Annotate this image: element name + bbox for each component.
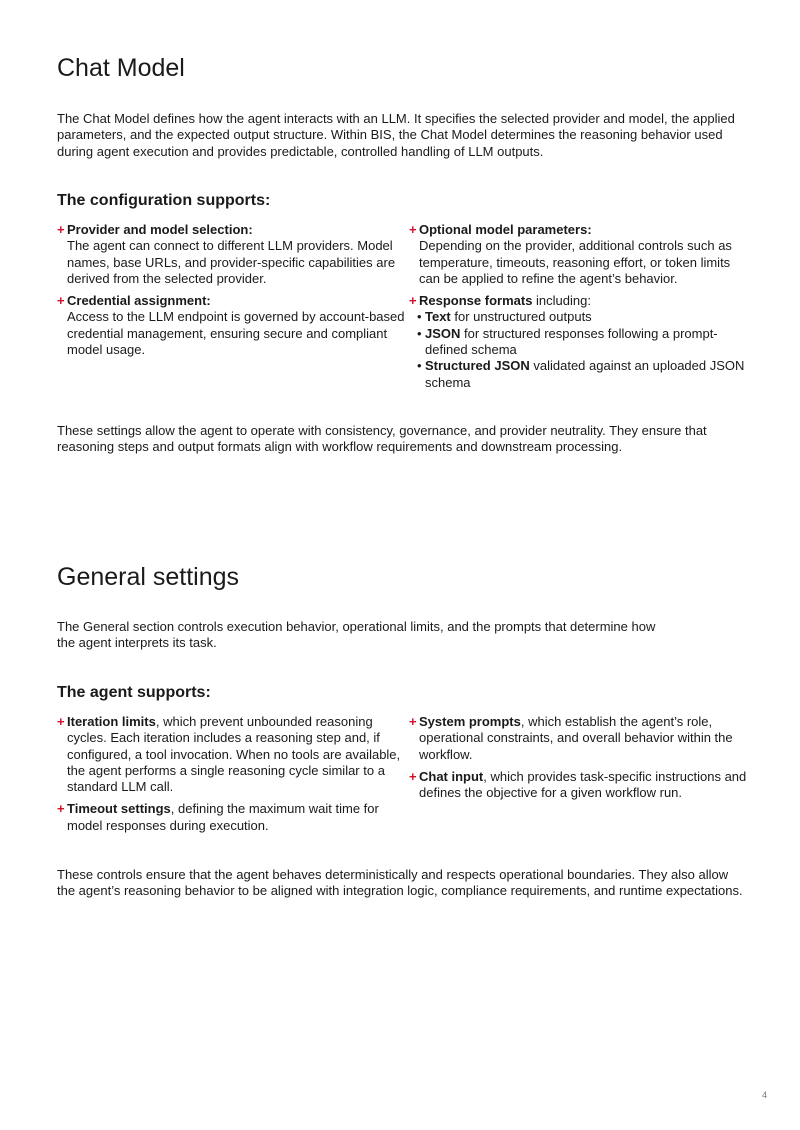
sub-item-bold: Text	[425, 309, 451, 325]
item-suffix: including:	[532, 293, 591, 309]
sub-list-item	[417, 358, 747, 391]
sub-item-bold: Structured JSON	[425, 358, 530, 374]
item-title: Credential assignment:	[67, 293, 211, 309]
item-text: , which prevent unbounded reasoning cycles. Each iteration includes a reasoning step and, if configured, a tool invocation. When no tools are available, the agent performs a single reasoning cycle similar to a standard LLM call.	[67, 714, 401, 795]
item-text: , which provides task-specific instructions and defines the objective for a given workflow run.	[419, 768, 747, 801]
general-supports-heading: The agent supports:	[57, 684, 211, 701]
chat-model-lists	[57, 222, 747, 397]
sub-item-bold: JSON	[425, 325, 461, 341]
list-item	[409, 714, 747, 763]
chat-model-title: Chat Model	[57, 54, 185, 82]
plus-bullet-icon: +	[57, 714, 65, 729]
general-intro: The General section controls execution behavior, operational limits, and the prompts that determine how the agent interprets its task.	[57, 619, 656, 651]
item-text: Access to the LLM endpoint is governed by account-based credential management, ensuring secure and compliant model usage.	[67, 309, 405, 358]
list-item	[409, 769, 747, 802]
chat-model-left-list	[57, 222, 409, 397]
item-title: Response formats	[419, 293, 533, 309]
plus-bullet-icon: +	[57, 801, 65, 817]
sub-item-text: for structured responses following a prompt-defined schema	[425, 325, 718, 358]
list-item	[57, 293, 409, 358]
chat-model-right-list	[409, 222, 747, 397]
sub-item-text: validated against an uploaded JSON schema	[425, 358, 745, 390]
item-title: Chat input	[419, 768, 484, 784]
list-item	[57, 714, 409, 795]
item-title: Timeout settings	[67, 801, 171, 817]
plus-bullet-icon: +	[409, 222, 417, 237]
dot-bullet-icon: •	[417, 325, 422, 341]
general-outro: These controls ensure that the agent behaves deterministically and respects operational boundaries. They also allow the agent’s reasoning behavior to be aligned with integration logic, compliance requirements, and runtime expectations.	[57, 867, 743, 899]
chat-model-supports-heading: The configuration supports:	[57, 192, 271, 209]
general-title: General settings	[57, 563, 240, 591]
plus-bullet-icon: +	[57, 293, 65, 309]
general-lists	[57, 714, 747, 840]
sub-list-item	[417, 309, 747, 325]
item-text: , defining the maximum wait time for model responses during execution.	[67, 801, 379, 833]
list-item	[57, 801, 409, 834]
plus-bullet-icon: +	[57, 222, 65, 237]
page-number: 4	[761, 1090, 767, 1100]
chat-model-intro: The Chat Model defines how the agent interacts with an LLM. It specifies the selected provider and model, the applied parameters, and the expected output structure. Within BIS, the Chat Model determines the reasoning behavior used during agent execution and provides predictable, controlled handling of LLM outputs.	[57, 111, 735, 159]
item-title: Provider and model selection:	[67, 222, 253, 237]
item-title: Iteration limits	[67, 714, 156, 729]
item-title: Optional model parameters:	[419, 222, 592, 237]
plus-bullet-icon: +	[409, 768, 417, 784]
item-text: The agent can connect to different LLM providers. Model names, base URLs, and provider-specific capabilities are derived from the selected provider.	[67, 238, 396, 286]
item-title: System prompts	[419, 714, 521, 729]
dot-bullet-icon: •	[417, 309, 422, 325]
chat-model-outro: These settings allow the agent to operate with consistency, governance, and provider neutrality. They ensure that reasoning steps and output formats align with workflow requirements and downstream processing.	[57, 423, 707, 455]
general-section	[57, 562, 747, 592]
dot-bullet-icon: •	[417, 358, 422, 374]
plus-bullet-icon: +	[409, 714, 417, 729]
general-right-list	[409, 714, 747, 840]
general-left-list	[57, 714, 409, 840]
list-item	[57, 222, 409, 287]
list-item	[409, 293, 747, 391]
chat-model-section	[57, 53, 747, 83]
item-text: , which establish the agent’s role, operational constraints, and overall behavior within the workflow.	[419, 714, 733, 762]
plus-bullet-icon: +	[409, 293, 417, 309]
sub-list-item	[417, 326, 747, 359]
list-item	[409, 222, 747, 287]
sub-item-text: for unstructured outputs	[450, 309, 592, 325]
item-text: Depending on the provider, additional controls such as temperature, timeouts, reasoning effort, or token limits can be applied to refine the agent’s behavior.	[419, 238, 732, 286]
